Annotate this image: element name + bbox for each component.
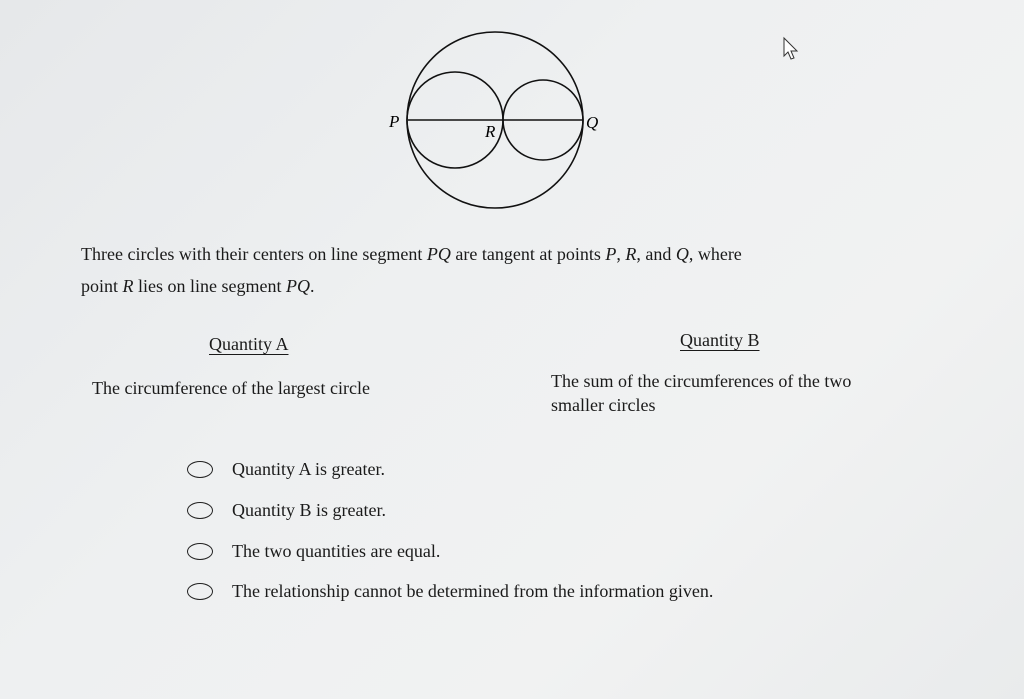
label-p: P xyxy=(389,112,400,131)
quantity-a-heading: Quantity A xyxy=(209,334,289,354)
stem-text: , and xyxy=(636,244,676,264)
stem-var: PQ xyxy=(286,276,310,296)
stem-text: lies on line segment xyxy=(133,276,286,296)
label-q: Q xyxy=(586,113,599,132)
radio-button-icon[interactable] xyxy=(187,461,213,478)
stem-var: R xyxy=(625,244,637,264)
question-stem-line2 xyxy=(81,272,315,300)
option-label: The two quantities are equal. xyxy=(232,541,441,561)
stem-var: P xyxy=(605,244,617,264)
question-stem xyxy=(81,240,742,268)
stem-text: , xyxy=(616,244,626,264)
option-d[interactable] xyxy=(187,581,713,602)
stem-text: are tangent at points xyxy=(450,244,606,264)
option-b[interactable] xyxy=(187,500,386,521)
stem-text: . xyxy=(310,276,315,296)
label-r: R xyxy=(485,122,496,141)
stem-text: , where xyxy=(688,244,742,264)
option-c[interactable] xyxy=(187,541,440,562)
quantity-a-text: The circumference of the largest circle xyxy=(92,378,371,398)
stem-var: Q xyxy=(675,244,689,264)
radio-button-icon[interactable] xyxy=(187,543,213,560)
option-label: Quantity B is greater. xyxy=(232,500,386,520)
mouse-cursor-icon xyxy=(784,38,797,59)
quantity-b-text xyxy=(551,369,851,417)
radio-button-icon[interactable] xyxy=(187,583,213,600)
stem-text: Three circles with their centers on line segment xyxy=(81,244,427,264)
circles-diagram xyxy=(0,0,1024,240)
quantity-b-line: The sum of the circumferences of the two xyxy=(551,371,852,391)
option-a[interactable] xyxy=(187,459,385,480)
stem-text: point xyxy=(81,276,123,296)
quantity-b-heading: Quantity B xyxy=(680,330,760,350)
stem-var: R xyxy=(122,276,134,296)
stem-var: PQ xyxy=(426,244,451,264)
radio-button-icon[interactable] xyxy=(187,502,213,519)
option-label: Quantity A is greater. xyxy=(232,459,385,479)
quantity-b-line: smaller circles xyxy=(551,395,656,415)
option-label: The relationship cannot be determined from the information given. xyxy=(232,581,714,601)
